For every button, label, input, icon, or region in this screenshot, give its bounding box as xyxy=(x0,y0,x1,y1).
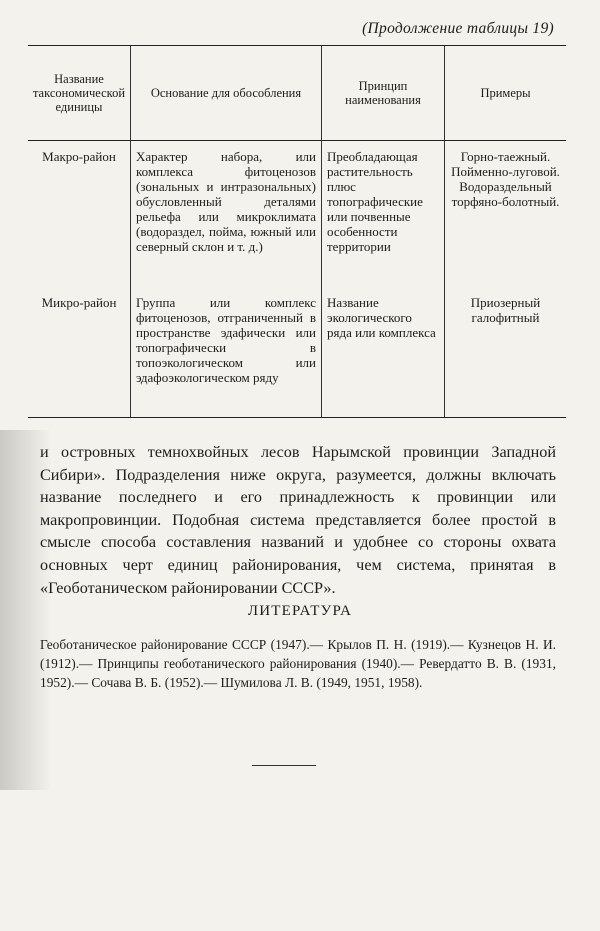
table-row xyxy=(28,141,566,288)
cell-basis: Характер набора, или комплекса фитоценозов (зональных и интразональных) обусловленный деталями рельефа или микроклимата (водораздел, пойма, южный или северный склон и т. д.) xyxy=(131,141,322,288)
cell-unit: Микро-район xyxy=(28,287,131,418)
literature-heading: ЛИТЕРАТУРА xyxy=(247,603,353,619)
column-header-examples: Примеры xyxy=(445,46,567,141)
cell-principle: Название экологического ряда или комплекса xyxy=(322,287,445,418)
column-header-principle: Принцип наименования xyxy=(322,46,445,141)
cell-examples: Приозерный галофитный xyxy=(445,287,567,418)
taxonomy-table xyxy=(28,45,566,418)
literature-list: Геоботаническое районирование СССР (1947).— Крылов П. Н. (1919).— Кузнецов Н. И. (1912).— Принципы геоботанического районирования (1940).— Ревердатто В. В. (1931, 1952).— Сочава В. Б. (1952).— Шумилова Л. В. (1949, 1951, 1958). xyxy=(40,637,556,691)
cell-unit: Макро-район xyxy=(42,149,116,164)
table-header-row xyxy=(28,46,566,141)
table-continuation-header: (Продолжение таблицы 19) xyxy=(362,20,554,37)
column-header-basis: Основание для обособления xyxy=(131,46,322,141)
body-paragraph: и островных темнохвойных лесов Нарымской провинции Западной Сибири». Подразделения ниже округа, разумеется, должны включать название последнего и его принадлежность к провинции или макропровинции. Подобная система представляется более простой в смысле способа составления названий и удобнее со стороны охвата основных черт единиц районирования, чем система, принятая в «Геоботаническом районировании СССР». xyxy=(40,443,556,597)
cell-basis: Группа или комплекс фитоценозов, отграниченный в пространстве эдафически или топографически в топоэкологическом или эдафоэкологическом ряду xyxy=(131,287,322,418)
cell-examples: Горно-таежный. Пойменно-луговой. Водораздельный торфяно-болотный. xyxy=(445,141,567,288)
end-divider xyxy=(252,765,316,766)
column-header-unit: Название таксономической единицы xyxy=(28,46,131,141)
table-row xyxy=(28,287,566,418)
cell-principle: Преобладающая растительность плюс топографические или почвенные особенности территории xyxy=(322,141,445,288)
